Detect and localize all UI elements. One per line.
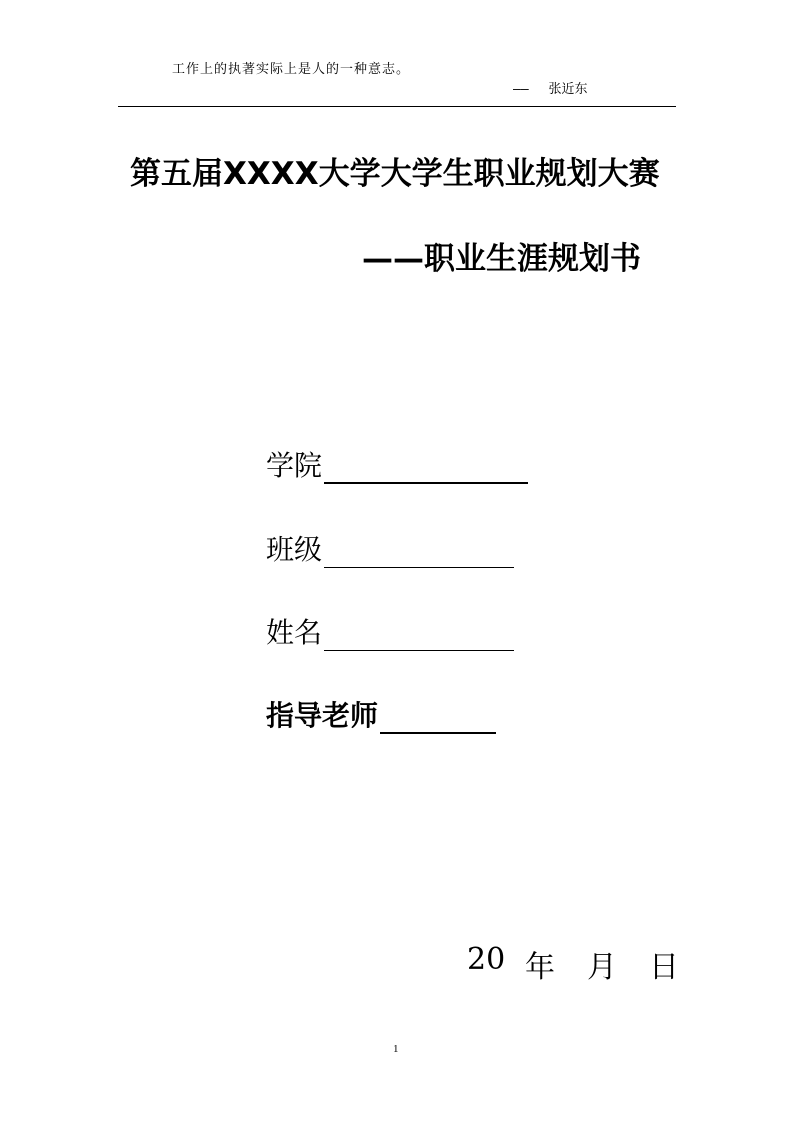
document-title: 第五届XXXX大学大学生职业规划大赛	[130, 156, 660, 192]
header-author	[513, 78, 588, 97]
author-dash: ——	[513, 82, 529, 97]
class-label: 班级	[266, 533, 323, 566]
advisor-field	[266, 694, 496, 734]
author-name: 张近东	[548, 82, 588, 97]
college-label: 学院	[266, 449, 323, 482]
class-blank-line[interactable]	[324, 539, 514, 568]
advisor-blank-line[interactable]	[380, 704, 496, 734]
college-blank-line[interactable]	[324, 454, 528, 484]
year-label: 年	[525, 950, 555, 985]
name-label: 姓名	[266, 616, 323, 649]
advisor-label: 指导老师	[266, 699, 379, 732]
class-field	[266, 528, 514, 568]
college-field	[266, 444, 528, 484]
day-label: 日	[649, 950, 679, 985]
date-line	[467, 942, 679, 986]
name-blank-line[interactable]	[324, 622, 514, 651]
name-field	[266, 611, 514, 651]
month-label: 月	[587, 950, 617, 985]
header-quote: 工作上的执著实际上是人的一种意志。	[172, 62, 411, 77]
document-subtitle: ——职业生涯规划书	[362, 241, 641, 277]
page-number: 1	[393, 1043, 399, 1055]
header-divider	[118, 106, 676, 107]
year-prefix: 20	[467, 942, 506, 977]
